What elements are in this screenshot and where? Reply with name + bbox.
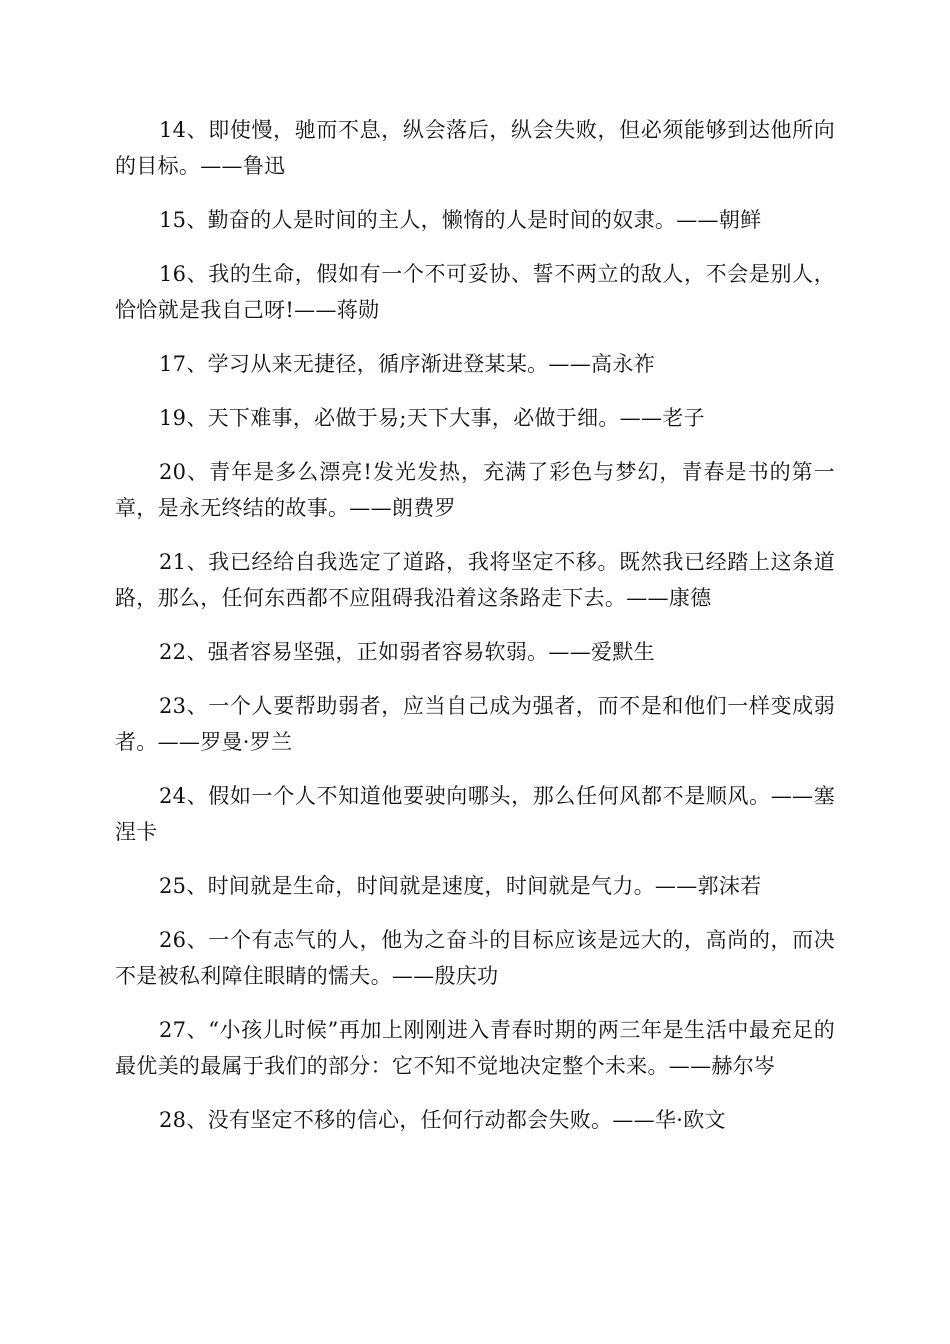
quote-paragraph-25: 25、时间就是生命，时间就是速度，时间就是气力。——郭沫若 [159,874,762,898]
quote-paragraph-22: 22、强者容易坚强，正如弱者容易软弱。——爱默生 [159,640,655,664]
quote-paragraph-23: 23、一个人要帮助弱者，应当自己成为强者，而不是和他们一样变成弱者。——罗曼·罗兰 [115,694,835,754]
quote-paragraph-16: 16、我的生命，假如有一个不可妥协、誓不两立的敌人，不会是别人，恰恰就是我自己呀!——蒋勋 [115,262,835,322]
quote-paragraph-17: 17、学习从来无捷径，循序渐进登某某。——高永祚 [159,352,655,376]
quote-paragraph-28: 28、没有坚定不移的信心，任何行动都会失败。——华·欧文 [159,1108,726,1132]
quote-paragraph-14: 14、即使慢，驰而不息，纵会落后，纵会失败，但必须能够到达他所向的目标。——鲁迅 [115,118,835,178]
document-body [115,112,835,1156]
quote-paragraph-15: 15、勤奋的人是时间的主人，懒惰的人是时间的奴隶。——朝鲜 [159,208,762,232]
quote-paragraph-24: 24、假如一个人不知道他要驶向哪头，那么任何风都不是顺风。——塞涅卡 [115,784,835,844]
quote-paragraph-26: 26、一个有志气的人，他为之奋斗的目标应该是远大的，高尚的，而决不是被私利障住眼睛的懦夫。——殷庆功 [115,928,835,988]
quote-paragraph-19: 19、天下难事，必做于易;天下大事，必做于细。——老子 [159,406,705,430]
quote-paragraph-21: 21、我已经给自我选定了道路，我将坚定不移。既然我已经踏上这条道路，那么，任何东西都不应阻碍我沿着这条路走下去。——康德 [115,550,835,610]
quote-paragraph-27: 27、“小孩儿时候”再加上刚刚进入青春时期的两三年是生活中最充足的最优美的最属于我们的部分：它不知不觉地决定整个未来。——赫尔岑 [115,1018,835,1078]
quote-paragraph-20: 20、青年是多么漂亮!发光发热，充满了彩色与梦幻，青春是书的第一章，是永无终结的故事。——朗费罗 [115,460,835,520]
